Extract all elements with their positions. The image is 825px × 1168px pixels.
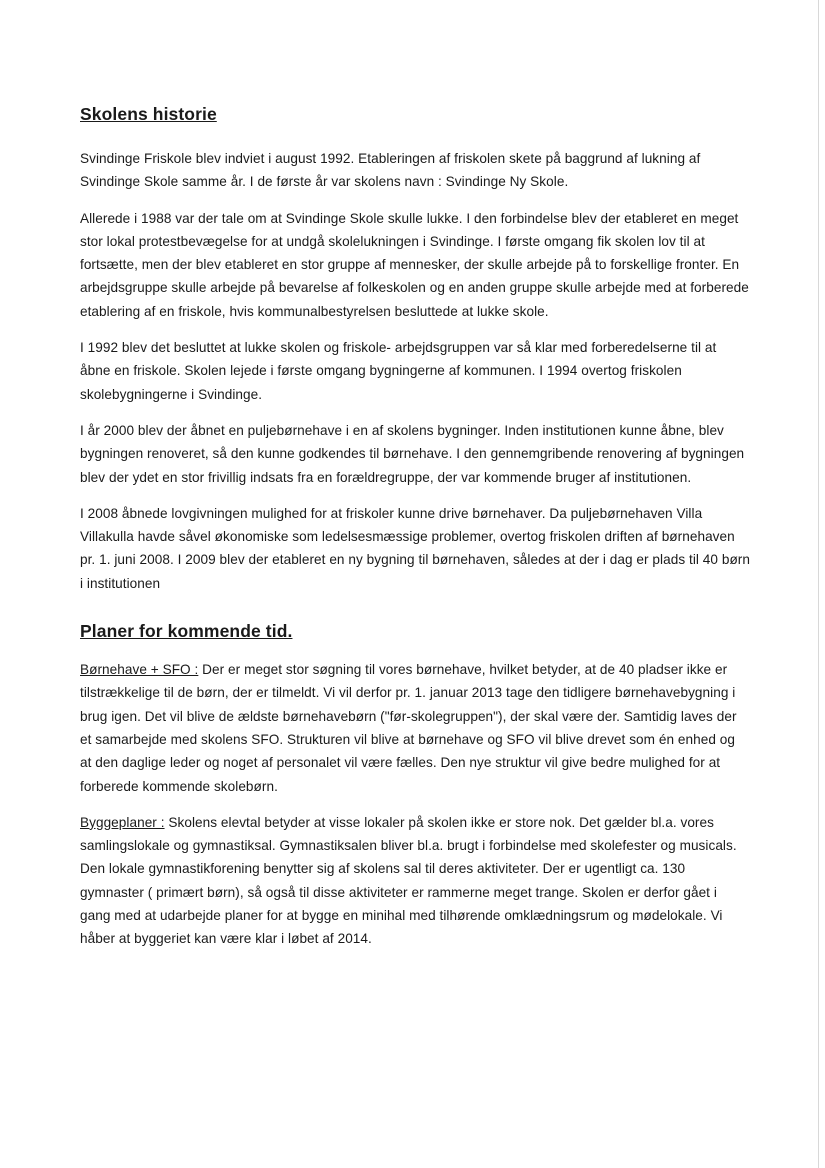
- document-body: [80, 104, 750, 964]
- history-paragraph-2: Allerede i 1988 var der tale om at Svindinge Skole skulle lukke. I den forbindelse blev der etableret en meget stor lokal protestbevægelse for at undgå skolelukningen i Svindinge. I første omgang fik skolen lov til at fortsætte, men der blev etableret en stor gruppe af mennesker, der skulle arbejde på to forskellige fronter. En arbejdsgruppe skulle arbejde på bevarelse af folkeskolen og en anden gruppe skulle arbejde med at forberede etablering af en friskole, hvis kommunalbestyrelsen besluttede at lukke skole.: [80, 210, 749, 319]
- building-text: Skolens elevtal betyder at visse lokaler på skolen ikke er store nok. Det gælder bl.a. vores samlingslokale og gymnastiksal. Gymnastiksalen bliver bl.a. brugt i forbindelse med skolefester og musicals. Den lokale gymnastikforening benytter sig af skolens sal til deres aktiviteter. Der er ugentligt ca. 130 gymnaster ( primært børn), så også til disse aktiviteter er rammerne meget trange. Skolen er derfor gået i gang med at udarbejde planer for at bygge en minihal med tilhørende omklædningsrum og mødelokale. Vi håber at byggeriet kan være klar i løbet af 2014.: [80, 814, 737, 947]
- history-paragraph-1: Svindinge Friskole blev indviet i august 1992. Etableringen af friskolen skete på baggrund af lukning af Svindinge Skole samme år. I de første år var skolens navn : Svindinge Ny Skole.: [80, 151, 701, 190]
- scan-edge: [818, 0, 819, 1168]
- kindergarten-label: Børnehave + SFO :: [80, 662, 199, 678]
- heading-plans: Planer for kommende tid.: [80, 621, 293, 642]
- plans-paragraph-building: [80, 811, 750, 951]
- heading-history: Skolens historie: [80, 104, 217, 124]
- history-paragraph-5: I 2008 åbnede lovgivningen mulighed for at friskoler kunne drive børnehaver. Da puljebørnehaven Villa Villakulla havde såvel økonomiske som ledelsesmæssige problemer, overtog friskolen driften af børnehaven pr. 1. juni 2008. I 2009 blev der etableret en ny bygning til børnehaven, således at der i dag er plads til 40 børn i institutionen: [80, 505, 750, 591]
- kindergarten-text: Der er meget stor søgning til vores børnehave, hvilket betyder, at de 40 pladser ikke er tilstrækkelige til de børn, der er tilmeldt. Vi vil derfor pr. 1. januar 2013 tage den tidligere børnehavebygning i brug igen. Det vil blive de ældste børnehavebørn ("før-skolegruppen"), der skal være der. Samtidig laves der et samarbejde med skolens SFO. Strukturen vil blive at børnehave og SFO vil blive drevet som én enhed og at den daglige leder og noget af personalet vil være fælles. Den nye struktur vil give bedre mulighed for at forberede kommende skolebørn.: [80, 662, 737, 794]
- history-paragraph-3: I 1992 blev det besluttet at lukke skolen og friskole- arbejdsgruppen var så klar med forberedelserne til at åbne en friskole. Skolen lejede i første omgang bygningerne af kommunen. I 1994 overtog friskolen skolebygningerne i Svindinge.: [80, 340, 717, 402]
- history-paragraph-4: I år 2000 blev der åbnet en puljebørnehave i en af skolens bygninger. Inden institutionen kunne åbne, blev bygningen renoveret, så den kunne godkendes til børnehave. I den gennemgribende renovering af bygningen blev der ydet en stor frivillig indsats fra en forældregruppe, der var kommende bruger af institutionen.: [80, 422, 745, 485]
- plans-paragraph-kindergarten: [80, 658, 750, 798]
- building-label: Byggeplaner :: [80, 814, 165, 830]
